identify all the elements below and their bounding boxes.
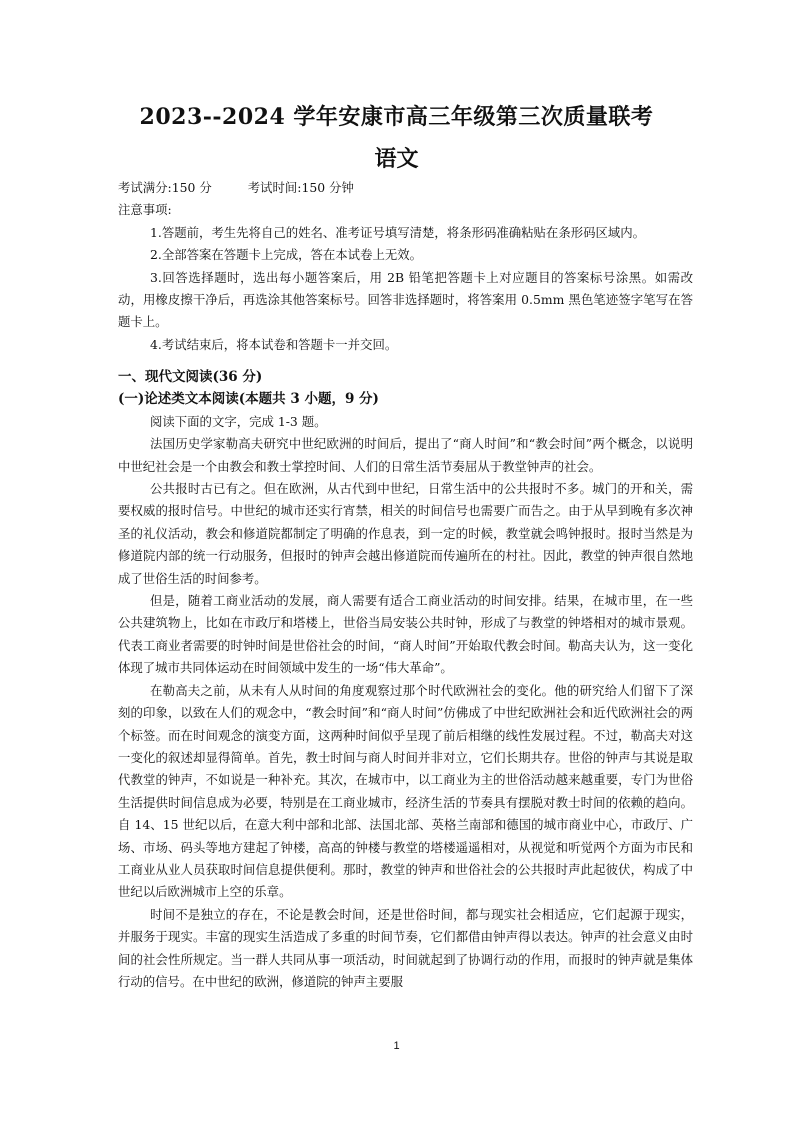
reading-instruction: 阅读下面的文字，完成 1-3 题。 bbox=[150, 413, 327, 429]
notes-heading: 注意事项: bbox=[118, 202, 172, 218]
passage-paragraph: 但是，随着工商业活动的发展，商人需要有适合工商业活动的时间安排。结果，在城市里，在一些公共建筑物上，比如在市政厅和塔楼上，世俗当局安装公共时钟，形成了与教堂的钟塔相对的城市景观。代表工商业者需要的时钟时间是世俗社会的时间，“商人时间”开始取代教会时间。勒高夫认为，这一变化体现了城市共同体运动在时间领域中发生的一场“伟大革命”。 bbox=[118, 593, 693, 676]
passage-paragraph: 在勒高夫之前，从未有人从时间的角度观察过那个时代欧洲社会的变化。他的研究给人们留下了深刻的印象，以致在人们的观念中，“教会时间”和“商人时间”仿佛成了中世纪欧洲社会和近代欧洲社会的两个标签。而在时间观念的演变方面，这两种时间似乎呈现了前后相继的线性发展过程。不过，勒高夫对这一变化的叙述却显得简单。首先，教士时间与商人时间并非对立，它们长期共存。世俗的钟声与其说是取代教堂的钟声，不如说是一种补充。其次，在城市中，以工商业为主的世俗活动越来越重要，专门为世俗生活提供时间信息成为必要，特别是在工商业城市，经济生活的节奏具有摆脱对教士时间的依赖的趋向。自 14、15 世纪以后，在意大利中部和北部、法国北部、英格兰南部和德国的城市商业中心，市政厅、广场、市场、码头等地方建起了钟楼，高高的钟楼与教堂的塔楼遥遥相对，从视觉和听觉两个方面为市民和工商业从业人员获取时间信息提供便利。那时，教堂的钟声和世俗社会的公共报时声此起彼伏，构成了中世纪以后欧洲城市上空的乐章。 bbox=[118, 682, 693, 900]
page-number: 1 bbox=[393, 1040, 400, 1052]
note-item: 1.答题前，考生先将自己的姓名、准考证号填写清楚，将条形码准确粘贴在条形码区域内。 bbox=[150, 224, 646, 240]
exam-notes bbox=[118, 177, 693, 356]
note-item: 3.回答选择题时，选出每小题答案后，用 2B 铅笔把答题卡上对应题目的答案标号涂黑。如需改动，用橡皮擦干净后，再选涂其他答案标号。回答非选择题时，将答案用 0.5mm 黑色笔迹签字笔写在答题卡上。 bbox=[118, 269, 693, 330]
passage-paragraph: 公共报时古已有之。但在欧洲，从古代到中世纪，日常生活中的公共报时不多。城门的开和关，需要权威的报时信号。中世纪的城市还实行宵禁，相关的时间信号也需要广而告之。由于从早到晚有多次神圣的礼仪活动，教会和修道院都制定了明确的作息表，到一定的时候，教堂就会鸣钟报时。报时当然是为修道院内部的统一行动服务，但报时的钟声会越出修道院而传遍所在的村社。因此，教堂的钟声很自然地成了世俗生活的时间参考。 bbox=[118, 481, 693, 586]
full-score: 考试满分:150 分 bbox=[118, 180, 212, 195]
subject-title: 语文 bbox=[374, 146, 419, 172]
note-item: 4.考试结束后，将本试卷和答题卡一并交回。 bbox=[150, 336, 398, 352]
section-heading: 一、现代文阅读(36 分) bbox=[118, 369, 263, 385]
passage-paragraph: 法国历史学家勒高夫研究中世纪欧洲的时间后，提出了“商人时间”和“教会时间”两个概念，以说明中世纪社会是一个由教会和教士掌控时间、人们的日常生活节奏屈从于教堂钟声的社会。 bbox=[118, 436, 693, 474]
exam-info bbox=[118, 177, 693, 199]
note-item: 2.全部答案在答题卡上完成，答在本试卷上无效。 bbox=[150, 247, 423, 263]
exam-time: 考试时间:150 分钟 bbox=[247, 180, 354, 195]
reading-section bbox=[118, 366, 693, 993]
passage-paragraph: 时间不是独立的存在，不论是教会时间，还是世俗时间，都与现实社会相适应，它们起源于现实，并服务于现实。丰富的现实生活造成了多重的时间节奏，它们都借由钟声得以表达。钟声的社会意义由时间的社会性所规定。当一群人共同从事一项活动，时间就起到了协调行动的作用，而报时的钟声就是集体行动的信号。在中世纪的欧洲，修道院的钟声主要服 bbox=[118, 906, 693, 989]
section-subheading: (一)论述类文本阅读(本题共 3 小题，9 分) bbox=[118, 391, 379, 408]
exam-title: 2023--2024 学年安康市高三年级第三次质量联考 bbox=[139, 104, 654, 130]
